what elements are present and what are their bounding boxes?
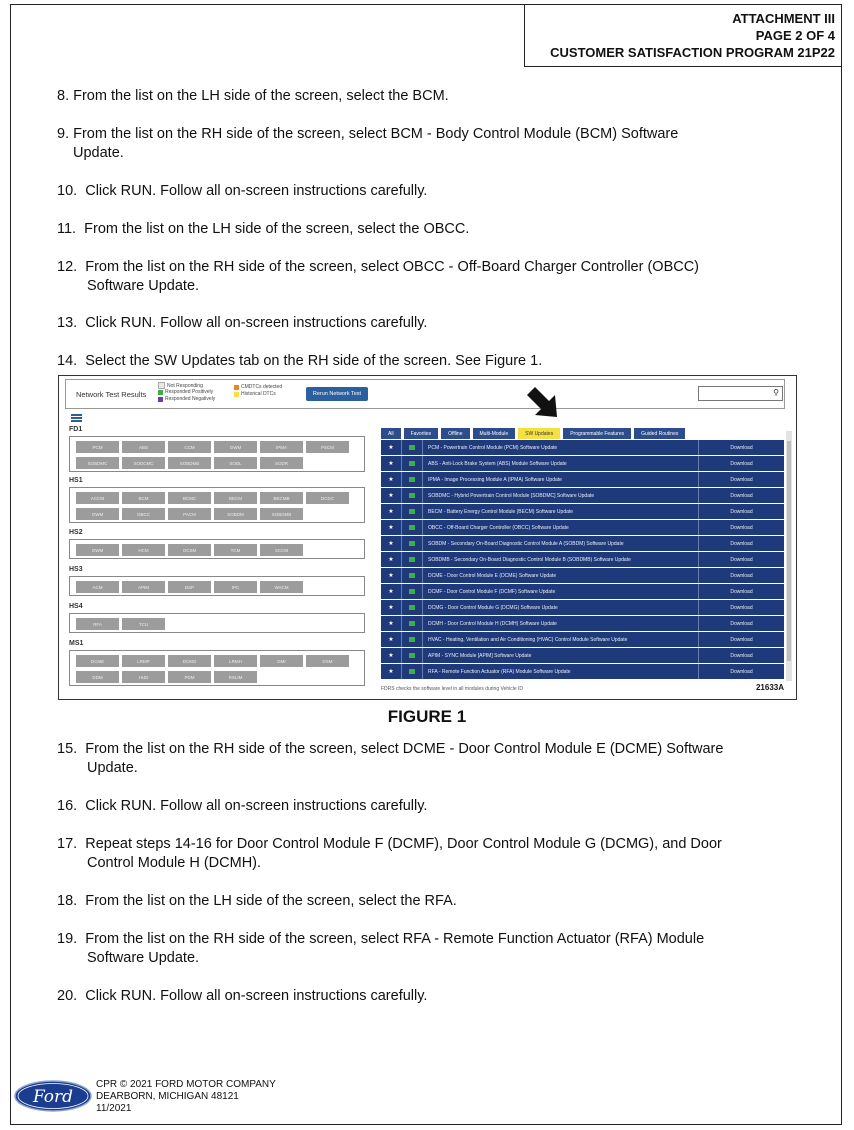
signal-status-icon <box>402 520 423 535</box>
tab-sw-updates[interactable]: SW Updates <box>518 428 560 439</box>
signal-status-icon <box>402 568 423 583</box>
download-link[interactable]: Download <box>730 524 753 531</box>
group-label-hs1: HS1 <box>69 477 83 484</box>
module-button-ddm[interactable]: DDM <box>76 671 119 683</box>
ford-logo <box>14 1080 92 1112</box>
step-16: 16. Click RUN. Follow all on-screen instructions carefully. <box>57 798 428 814</box>
group-box-hs4 <box>69 613 365 633</box>
signal-status-icon <box>402 600 423 615</box>
pointer-arrow-icon <box>523 383 563 423</box>
module-button-accm[interactable]: ACCM <box>76 492 119 504</box>
legend-historical-dtcs: Historical DTCs <box>234 391 276 397</box>
row-module-name: OBCC - Off-Board Charger Controller (OBCC) Software Update <box>423 520 699 535</box>
module-button-gwm[interactable]: GWM <box>76 508 119 520</box>
table-row[interactable] <box>381 584 784 599</box>
module-button-dcdc[interactable]: DCDC <box>306 492 349 504</box>
module-button-dsm[interactable]: DSM <box>306 655 349 667</box>
row-module-name: SOBDMB - Secondary On-Board Diagnostic Control Module B (SOBDMB) Software Update <box>423 552 699 567</box>
module-button-wacm[interactable]: WACM <box>260 581 303 593</box>
search-input[interactable] <box>698 386 783 401</box>
table-row[interactable] <box>381 600 784 615</box>
figure-caption: FIGURE 1 <box>387 707 467 726</box>
module-button-ccm[interactable]: CCM <box>168 441 211 453</box>
step-17: 17. Repeat steps 14-16 for Door Control Module F (DCMF), Door Control Module G (DCMG), and Door Control Module H (DCMH). <box>57 836 722 871</box>
module-button-ipc[interactable]: IPC <box>214 581 257 593</box>
row-module-name: RFA - Remote Function Actuator (RFA) Module Software Update <box>423 664 699 679</box>
favorite-star-icon[interactable]: ★ <box>381 648 402 663</box>
header-line-1: ATTACHMENT III <box>732 11 835 26</box>
module-button-apim[interactable]: APIM <box>122 581 165 593</box>
signal-status-icon <box>402 488 423 503</box>
step-10: 10. Click RUN. Follow all on-screen instructions carefully. <box>57 183 428 199</box>
download-link[interactable]: Download <box>730 460 753 467</box>
signal-status-icon <box>402 440 423 455</box>
row-module-name: IPMA - Image Processing Module A (IPMA) Software Update <box>423 472 699 487</box>
group-label-ms1: MS1 <box>69 640 84 647</box>
list-view-icon[interactable] <box>71 414 82 424</box>
table-row[interactable] <box>381 552 784 567</box>
favorite-star-icon[interactable]: ★ <box>381 616 402 631</box>
row-module-name: DCME - Door Control Module E (DCME) Software Update <box>423 568 699 583</box>
row-module-name: DCMH - Door Control Module H (DCMH) Software Update <box>423 616 699 631</box>
tab-multi-module[interactable]: Multi-Module <box>473 428 516 439</box>
module-button-dcmg[interactable]: DCMG <box>168 655 211 667</box>
module-button-rslim[interactable]: RSLIM <box>214 671 257 683</box>
download-link[interactable]: Download <box>730 540 753 547</box>
favorite-star-icon[interactable]: ★ <box>381 664 402 679</box>
group-label-hs2: HS2 <box>69 529 83 536</box>
module-button-sobdmc[interactable]: SOBDMC <box>76 457 119 469</box>
signal-status-icon <box>402 472 423 487</box>
row-module-name: DCMG - Door Control Module G (DCMG) Software Update <box>423 600 699 615</box>
signal-status-icon <box>402 632 423 647</box>
module-button-sobdm[interactable]: SOBDM <box>214 508 257 520</box>
step-19: 19. From the list on the RH side of the screen, select RFA - Remote Function Actuator (RFA) Module Software Update. <box>57 931 705 966</box>
group-label-fd1: FD1 <box>69 426 83 433</box>
module-button-pcm[interactable]: PCM <box>76 441 119 453</box>
step-9: 9. From the list on the RH side of the screen, select BCM - Body Control Module (BCM) Software Update. <box>57 126 679 161</box>
group-box-fd1 <box>69 436 365 472</box>
step-18: 18. From the list on the LH side of the screen, select the RFA. <box>57 893 457 909</box>
legend-swatch <box>158 397 163 402</box>
group-label-hs3: HS3 <box>69 566 83 573</box>
module-button-abs[interactable]: ABS <box>122 441 165 453</box>
favorite-star-icon[interactable]: ★ <box>381 440 402 455</box>
module-button-obcc[interactable]: OBCC <box>122 508 165 520</box>
module-button-pdm[interactable]: PDM <box>168 671 211 683</box>
tab-programmable-features[interactable]: Programmable Features <box>563 428 631 439</box>
favorite-star-icon[interactable]: ★ <box>381 536 402 551</box>
favorite-star-icon[interactable]: ★ <box>381 600 402 615</box>
signal-status-icon <box>402 552 423 567</box>
module-button-becm[interactable]: BECM <box>214 492 257 504</box>
figure-1-screenshot <box>58 375 797 700</box>
step-14: 14. Select the SW Updates tab on the RH side of the screen. See Figure 1. <box>57 353 543 369</box>
tab-all[interactable]: All <box>381 428 401 439</box>
signal-status-icon <box>402 648 423 663</box>
table-row[interactable] <box>381 472 784 487</box>
group-box-ms1 <box>69 650 365 686</box>
footer-copyright: CPR © 2021 FORD MOTOR COMPANY DEARBORN, MICHIGAN 48121 11/2021 <box>96 1079 276 1114</box>
row-module-name: SOBDMC - Hybrid Powertrain Control Module [SOBDMC] Software Update <box>423 488 699 503</box>
module-button-sobdmb[interactable]: SOBDMB <box>168 457 211 469</box>
module-button-acm[interactable]: ACM <box>76 581 119 593</box>
signal-status-icon <box>402 616 423 631</box>
module-button-sccm[interactable]: SCCM <box>260 544 303 556</box>
module-button-ipma[interactable]: IPMA <box>260 441 303 453</box>
favorite-star-icon[interactable]: ★ <box>381 632 402 647</box>
module-button-becmb[interactable]: BECMB <box>260 492 303 504</box>
row-module-name: SOBDM - Secondary On-Board Diagnostic Control Module A (SOBDM) Software Update <box>423 536 699 551</box>
download-link[interactable]: Download <box>730 652 753 659</box>
favorite-star-icon[interactable]: ★ <box>381 504 402 519</box>
row-module-name: HVAC - Heating, Ventilation and Air Conditioning (HVAC) Control Module Software Update <box>423 632 699 647</box>
group-box-hs3 <box>69 576 365 596</box>
module-button-gwm[interactable]: GWM <box>214 441 257 453</box>
download-link[interactable]: Download <box>730 444 753 451</box>
module-button-hud[interactable]: HUD <box>122 671 165 683</box>
signal-status-icon <box>402 456 423 471</box>
module-button-pscm[interactable]: PSCM <box>306 441 349 453</box>
table-row[interactable] <box>381 440 784 455</box>
attachment-header <box>524 4 842 67</box>
group-box-hs1 <box>69 487 365 523</box>
step-12: 12. From the list on the RH side of the screen, select OBCC - Off-Board Charger Controller (OBCC) Software Update. <box>57 259 700 294</box>
legend-responded-negatively: Responded Negatively <box>158 396 215 402</box>
legend-not-responding: Not Responding <box>158 382 203 389</box>
tab-offline[interactable]: Offline <box>441 428 469 439</box>
favorite-star-icon[interactable]: ★ <box>381 472 402 487</box>
module-button-lrmp[interactable]: LRMP <box>122 655 165 667</box>
tab-guided-routines[interactable]: Guided Routines <box>634 428 685 439</box>
step-11: 11. From the list on the LH side of the screen, select the OBCC. <box>57 221 470 237</box>
table-row[interactable] <box>381 536 784 551</box>
favorite-star-icon[interactable]: ★ <box>381 584 402 599</box>
favorite-star-icon[interactable]: ★ <box>381 520 402 535</box>
module-button-tcu[interactable]: TCU <box>122 618 165 630</box>
favorite-star-icon[interactable]: ★ <box>381 552 402 567</box>
module-button-sobdmb[interactable]: SOBDMB <box>260 508 303 520</box>
module-button-lrmh[interactable]: LRMH <box>214 655 257 667</box>
network-test-title: Network Test Results <box>76 390 147 399</box>
table-row[interactable] <box>381 456 784 471</box>
favorite-star-icon[interactable]: ★ <box>381 456 402 471</box>
module-button-dmi[interactable]: DMI <box>260 655 303 667</box>
rerun-network-test-button[interactable]: Rerun Network Test <box>306 387 368 401</box>
module-button-ocsm[interactable]: OCSM <box>168 544 211 556</box>
step-15: 15. From the list on the RH side of the screen, select DCME - Door Control Module E (DCME) Software Update. <box>57 741 724 776</box>
module-button-pacm[interactable]: PACM <box>168 508 211 520</box>
download-link[interactable]: Download <box>730 508 753 515</box>
svg-text:Ford: Ford <box>32 1087 74 1107</box>
row-module-name: APIM - SYNC Module [APIM] Software Update <box>423 648 699 663</box>
legend-cmdtcs: CMDTCs detected <box>234 384 282 390</box>
table-row[interactable] <box>381 568 784 583</box>
download-link[interactable]: Download <box>730 620 753 627</box>
table-row[interactable] <box>381 648 784 663</box>
table-row[interactable] <box>381 664 784 679</box>
download-link[interactable]: Download <box>730 556 753 563</box>
legend-swatch <box>234 392 239 397</box>
row-module-name: BECM - Battery Energy Control Module (BECM) Software Update <box>423 504 699 519</box>
module-button-sodr[interactable]: SODR <box>260 457 303 469</box>
legend-responded-positively: Responded Positively <box>158 389 213 395</box>
table-row[interactable] <box>381 488 784 503</box>
figure-footnote: FDRS checks the software level in all modules during Vehicle ID <box>381 686 524 692</box>
download-link[interactable]: Download <box>730 572 753 579</box>
legend-swatch <box>234 385 239 390</box>
row-module-name: DCMF - Door Control Module F (DCMF) Software Update <box>423 584 699 599</box>
row-module-name: ABS - Anti-Lock Brake System (ABS) Module Software Update <box>423 456 699 471</box>
module-button-bcm[interactable]: BCM <box>122 492 165 504</box>
favorite-star-icon[interactable]: ★ <box>381 488 402 503</box>
legend-swatch <box>158 382 165 389</box>
signal-status-icon <box>402 536 423 551</box>
scrollbar[interactable] <box>786 431 792 681</box>
table-row[interactable] <box>381 616 784 631</box>
network-test-header <box>65 379 785 409</box>
sw-updates-table <box>381 440 784 680</box>
download-link[interactable]: Download <box>730 604 753 611</box>
signal-status-icon <box>402 664 423 679</box>
step-13: 13. Click RUN. Follow all on-screen instructions carefully. <box>57 315 428 331</box>
module-button-hcm[interactable]: HCM <box>122 544 165 556</box>
signal-status-icon <box>402 504 423 519</box>
step-8: 8. From the list on the LH side of the screen, select the BCM. <box>57 88 449 104</box>
search-icon: ⚲ <box>773 388 779 397</box>
module-button-bcmc[interactable]: BCMC <box>168 492 211 504</box>
table-row[interactable] <box>381 504 784 519</box>
tab-bar <box>381 428 685 439</box>
legend-swatch <box>158 390 163 395</box>
group-box-hs2 <box>69 539 365 559</box>
download-link[interactable]: Download <box>730 668 753 675</box>
group-label-hs4: HS4 <box>69 603 83 610</box>
figure-id: 21633A <box>755 683 784 692</box>
module-button-dsp[interactable]: DSP <box>168 581 211 593</box>
table-row[interactable] <box>381 520 784 535</box>
download-link[interactable]: Download <box>730 476 753 483</box>
module-button-rfa[interactable]: RFA <box>76 618 119 630</box>
module-button-gwm[interactable]: GWM <box>76 544 119 556</box>
module-button-sodl[interactable]: SODL <box>214 457 257 469</box>
table-row[interactable] <box>381 632 784 647</box>
module-button-dcme[interactable]: DCME <box>76 655 119 667</box>
tab-favorites[interactable]: Favorites <box>404 428 439 439</box>
download-link[interactable]: Download <box>730 492 753 499</box>
signal-status-icon <box>402 584 423 599</box>
favorite-star-icon[interactable]: ★ <box>381 568 402 583</box>
module-button-sodcmc[interactable]: SODCMC <box>122 457 165 469</box>
header-line-3: CUSTOMER SATISFACTION PROGRAM 21P22 <box>550 45 835 60</box>
download-link[interactable]: Download <box>730 636 753 643</box>
step-20: 20. Click RUN. Follow all on-screen instructions carefully. <box>57 988 428 1004</box>
header-line-2: PAGE 2 OF 4 <box>755 28 835 43</box>
download-link[interactable]: Download <box>730 588 753 595</box>
row-module-name: PCM - Powertrain Control Module (PCM) Software Update <box>423 440 699 455</box>
module-button-tcm[interactable]: TCM <box>214 544 257 556</box>
